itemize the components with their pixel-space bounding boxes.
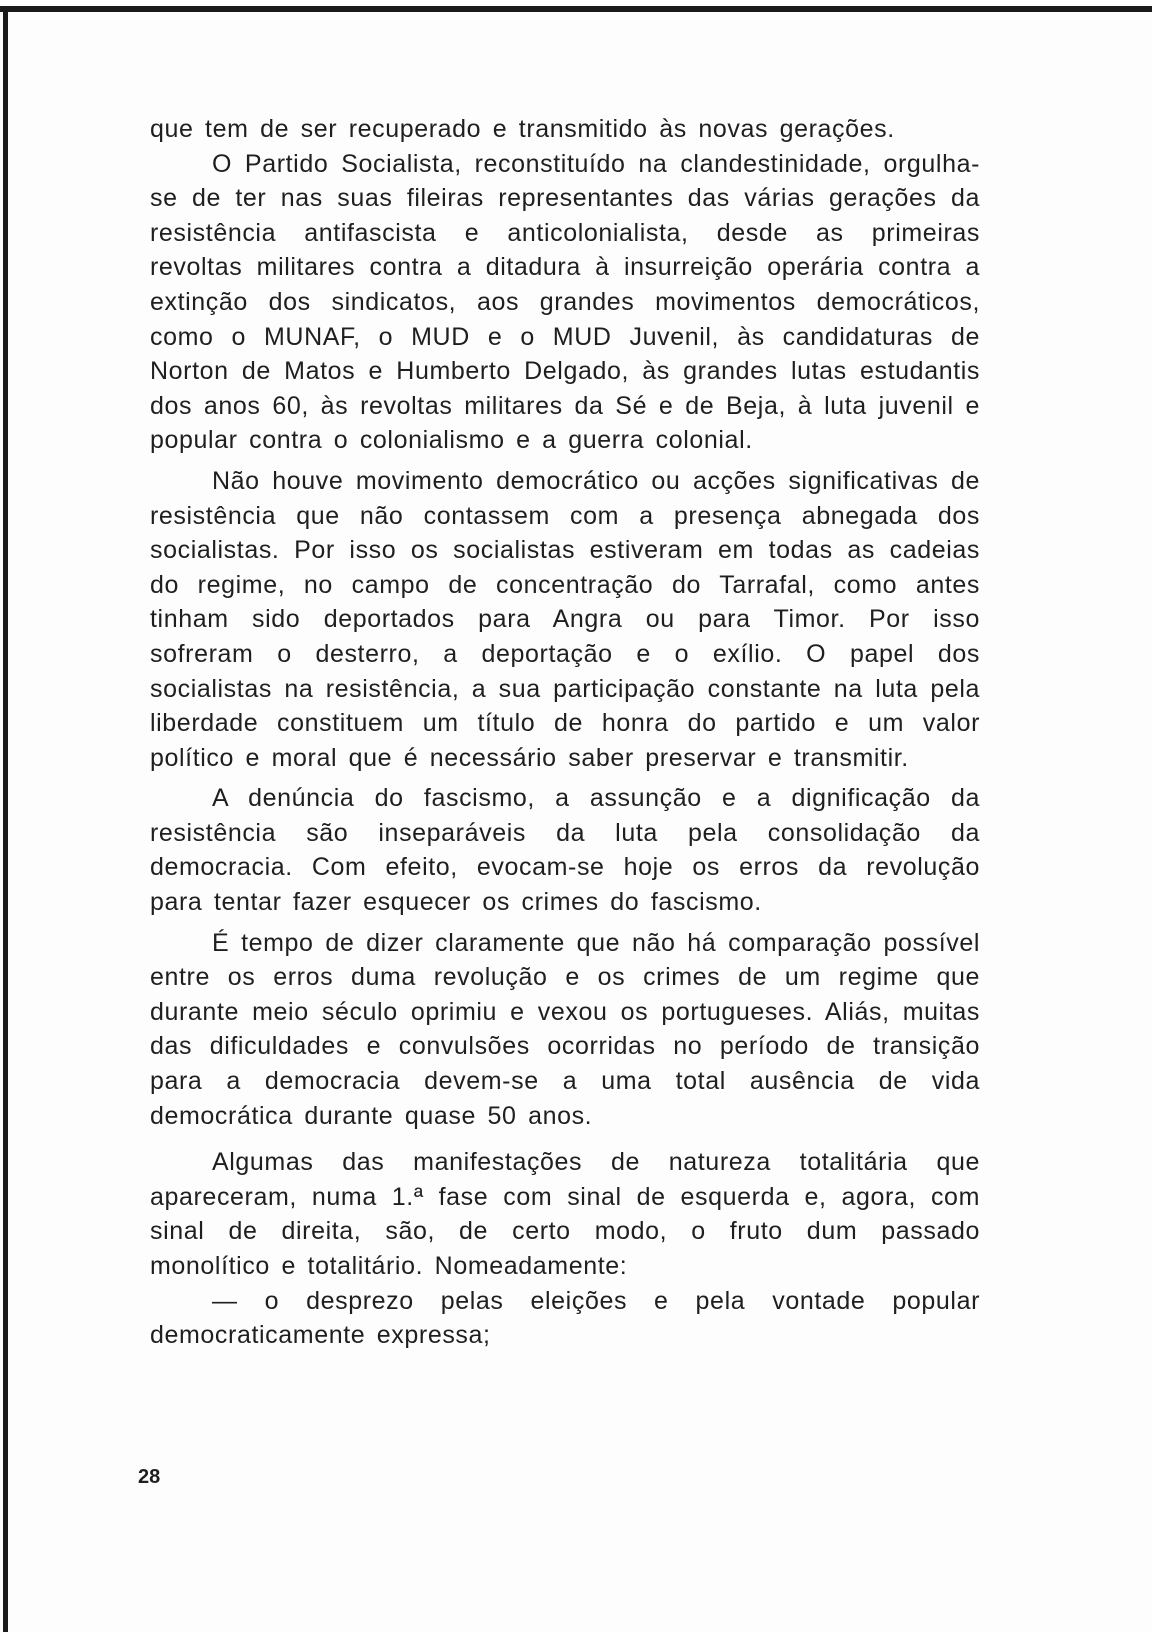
paragraph-tempo-de-dizer: É tempo de dizer claramente que não há comparação possível entre os erros duma revolução e os crimes de um regime que durante meio século oprimiu e vexou os portugueses. Aliás, muitas das dificuldades e convulsões ocorridas no período de transição para a democracia devem-se a uma total ausência de vida democrática durante quase 50 anos. [150,928,980,1130]
paragraph-movimento-democratico: Não houve movimento democrático ou acções significativas de resistência que não contassem com a presença abnegada dos socialistas. Por isso os socialistas estiveram em todas as cadeias do regime, no campo de concentração do Tarrafal, como antes tinham sido deportados para Angra ou para Timor. Por isso sofreram o desterro, a deportação e o exílio. O papel dos socialistas na resistência, a sua participação constante na luta pela liberdade constituem um título de honra do partido e um valor político e moral que é necessário saber preservar e transmitir. [150,466,980,772]
scan-edge-left [3,6,8,1632]
page-number: 28 [138,1466,161,1488]
scan-edge-top [0,6,1152,12]
paragraph-denuncia-fascismo: A denúncia do fascismo, a assunção e a dignificação da resistência são inseparáveis da luta pela consolidação da democracia. Com efeito, evocam-se hoje os erros da revolução para tentar fazer esquecer os crimes do fascismo. [150,784,980,917]
paragraph-partido-socialista: O Partido Socialista, reconstituído na clandestinidade, orgulha-se de ter nas suas fileiras representantes das várias gerações da resistência antifascista e anticolonialista, desde as primeiras revoltas militares contra a ditadura à insurreição operária contra a extinção dos sindicatos, aos grandes movimentos democráticos, como o MUNAF, o MUD e o MUD Juvenil, às candidaturas de Norton de Matos e Humberto Delgado, às grandes lutas estudantis dos anos 60, às revoltas militares da Sé e de Beja, à luta juvenil e popular contra o colonialismo e a guerra colonial. [150,149,980,455]
body-text [150,112,980,1353]
paragraph-manifestacoes: Algumas das manifestações de natureza totalitária que apareceram, numa 1.ª fase com sinal de esquerda e, agora, com sinal de direita, são, de certo modo, o fruto dum passado monolítico e totalitário. Nomeadamente: [150,1148,980,1280]
paragraph-continuation: que tem de ser recuperado e transmitido às novas gerações. [150,115,895,143]
list-item-desprezo-eleicoes: — o desprezo pelas eleições e pela vontade popular democraticamente expressa; [150,1286,980,1350]
